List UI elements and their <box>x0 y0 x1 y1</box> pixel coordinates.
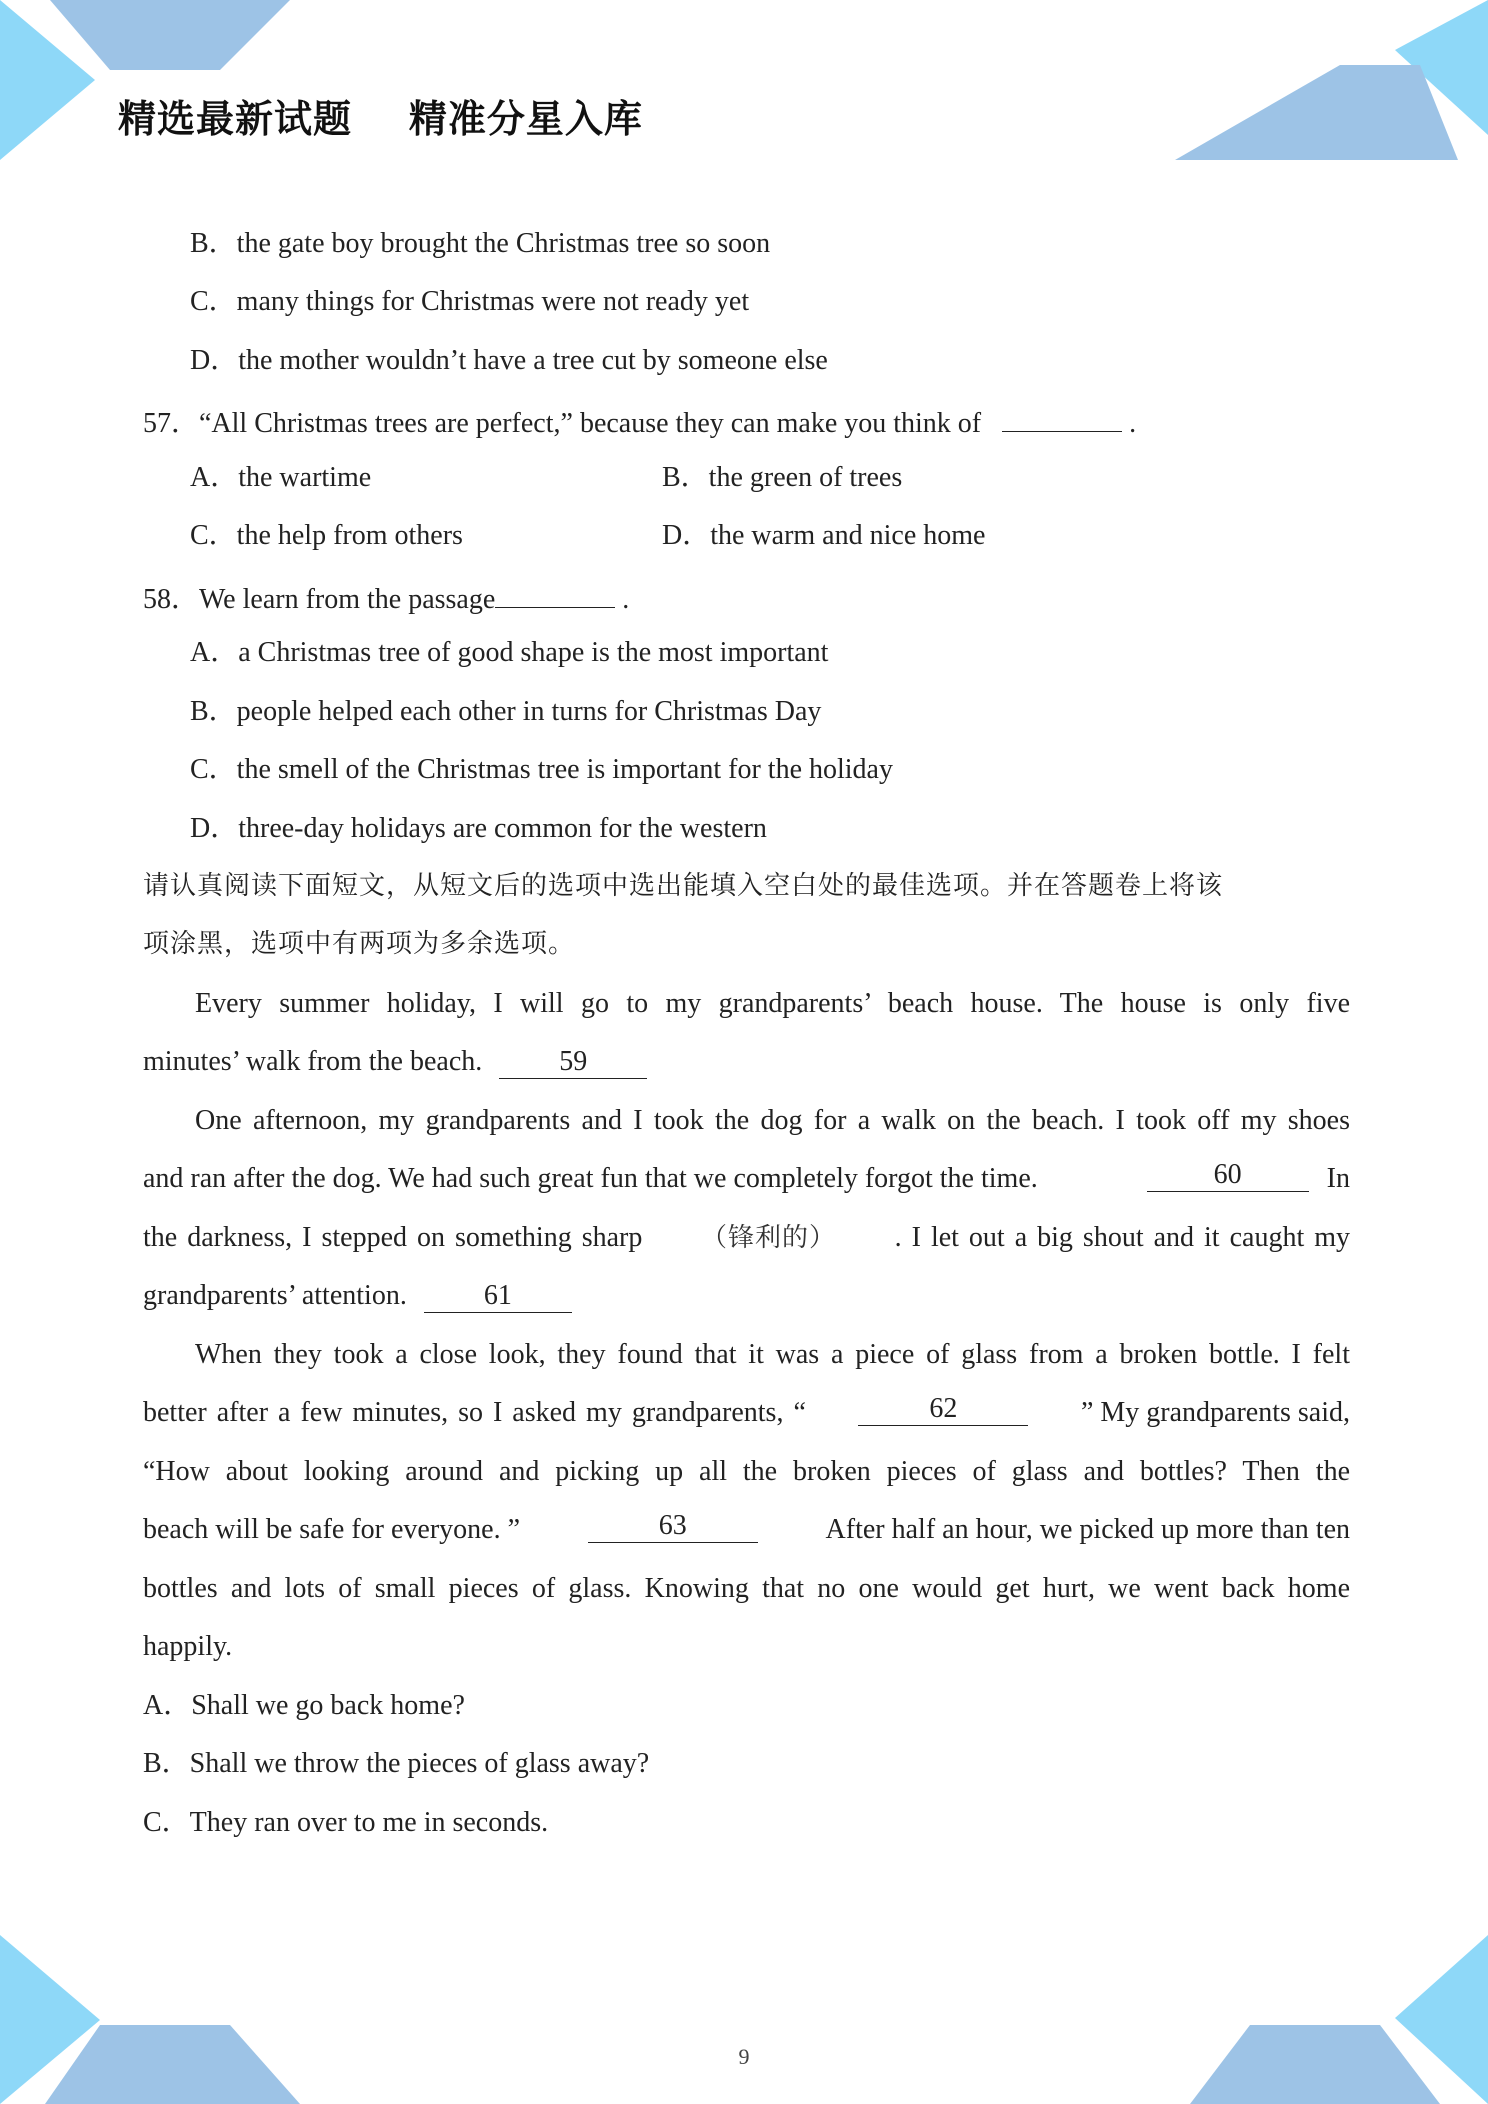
passage-text: minutes’ walk from the beach. <box>143 1046 483 1077</box>
q58-option-d: D．three-day holidays are common for the western <box>190 813 767 844</box>
q56-option-b: B．the gate boy brought the Christmas tree so soon <box>190 228 771 259</box>
passage-text: In <box>1326 1163 1350 1194</box>
q57-answer-blank <box>1002 399 1122 432</box>
passage-p2-line-1: One afternoon, my grandparents and I took the dog for a walk on the beach. I took off my shoes <box>195 1105 1350 1136</box>
blank-60: 60 <box>1147 1159 1309 1192</box>
top-left-trapezoid <box>50 0 290 70</box>
instructions-line-1: 请认真阅读下面短文，从短文后的选项中选出能填入空白处的最佳选项。并在答题卷上将该 <box>143 871 1224 901</box>
q57-option-a: A．the wartime <box>190 462 372 493</box>
q58-option-c: C．the smell of the Christmas tree is important for the holiday <box>190 754 893 785</box>
option-b: B．Shall we throw the pieces of glass away? <box>143 1748 650 1779</box>
passage-p2-line-2 <box>143 1159 1350 1199</box>
q58-option-a: A．a Christmas tree of good shape is the most important <box>190 637 829 668</box>
q57-stem-end: . <box>1129 408 1137 439</box>
passage-p3-line-5: bottles and lots of small pieces of glass. Knowing that no one would get hurt, we went back home <box>143 1573 1350 1604</box>
passage-p3-line-2 <box>143 1393 1350 1433</box>
passage-text: After half an hour, we picked up more than ten <box>825 1514 1350 1545</box>
option-a: A．Shall we go back home? <box>143 1690 465 1721</box>
q58-stem-end: . <box>622 584 630 615</box>
passage-p3-line-1: When they took a close look, they found that it was a piece of glass from a broken bottle. I felt <box>195 1339 1350 1370</box>
q58-stem-line <box>143 575 629 615</box>
page-number: 9 <box>738 2044 750 2069</box>
option-c: C．They ran over to me in seconds. <box>143 1807 549 1838</box>
q56-option-c: C．many things for Christmas were not ready yet <box>190 286 750 317</box>
passage-text: grandparents’ attention. <box>143 1280 407 1311</box>
q57-stem-line <box>143 399 1136 439</box>
passage-gloss: （锋利的） <box>700 1223 836 1253</box>
passage-p1-line-2 <box>143 1042 647 1082</box>
passage-text: . I let out a big shout and it caught my <box>894 1222 1350 1253</box>
passage-p3-line-4 <box>143 1510 1350 1550</box>
passage-text: ” My grandparents said, <box>1080 1397 1350 1428</box>
q57-option-b: B．the green of trees <box>662 462 903 493</box>
q57-option-d: D．the warm and nice home <box>662 520 986 551</box>
passage-p1-line-1: Every summer holiday, I will go to my grandparents’ beach house. The house is only five <box>195 988 1350 1019</box>
passage-text: better after a few minutes, so I asked my grandparents, “ <box>143 1397 806 1428</box>
q58-option-b: B．people helped each other in turns for Christmas Day <box>190 696 822 727</box>
q58-answer-blank <box>495 575 615 608</box>
q57-option-c: C．the help from others <box>190 520 463 551</box>
instructions-line-2: 项涂黑，选项中有两项为多余选项。 <box>143 929 576 959</box>
q57-stem: 57．“All Christmas trees are perfect,” because they can make you think of <box>143 408 982 439</box>
passage-p2-line-4 <box>143 1276 572 1316</box>
passage-text: the darkness, I stepped on something sharp <box>143 1222 643 1253</box>
q58-stem: 58．We learn from the passage <box>143 584 496 615</box>
blank-61: 61 <box>424 1280 572 1313</box>
header-title: 精选最新试题 精准分星入库 <box>118 97 643 141</box>
passage-p3-line-3: “How about looking around and picking up all the broken pieces of glass and bottles? Then the <box>143 1456 1350 1487</box>
blank-59: 59 <box>499 1046 647 1079</box>
blank-62: 62 <box>858 1393 1028 1426</box>
blank-63: 63 <box>588 1510 758 1543</box>
passage-text: beach will be safe for everyone. ” <box>143 1514 521 1545</box>
top-right-trapezoid <box>1175 65 1458 160</box>
passage-text: and ran after the dog. We had such great fun that we completely forgot the time. <box>143 1163 1038 1194</box>
passage-p2-line-3 <box>143 1218 1350 1258</box>
passage-p3-line-6: happily. <box>143 1631 233 1662</box>
q56-option-d: D．the mother wouldn’t have a tree cut by someone else <box>190 345 828 376</box>
